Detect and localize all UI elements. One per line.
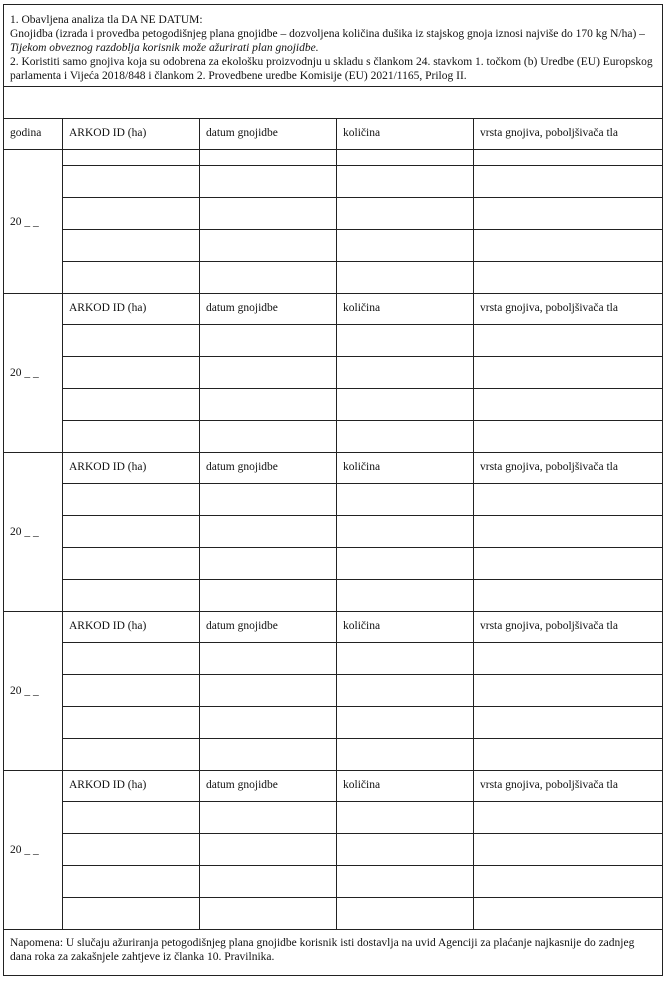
table-row [4,262,663,294]
date-cell[interactable] [200,516,337,548]
organic-fertilizers-line: 2. Koristiti samo gnojiva koja su odobrena za ekološku proizvodnju u skladu s člankom 24. stavkom 1. točkom (b) Uredbe (EU) Europskog parlamenta i Vijeća 2018/848 i člankom 2. Provedbene uredbe Komisije (EU) 2021/1165, Prilog II. [10,56,653,82]
header-arkod: ARKOD ID (ha) [63,453,200,484]
header-fertilizer-type: vrsta gnojiva, poboljšivača tla [474,612,663,643]
quantity-cell[interactable] [337,802,474,834]
header-fertilizer-type: vrsta gnojiva, poboljšivača tla [474,294,663,325]
fertilizer-type-cell[interactable] [474,357,663,389]
arkod-cell[interactable] [63,516,200,548]
year-cell[interactable]: 20 _ _ [4,612,63,771]
quantity-cell[interactable] [337,548,474,580]
date-cell[interactable] [200,739,337,771]
fertilizer-type-cell[interactable] [474,166,663,198]
header-arkod: ARKOD ID (ha) [63,771,200,802]
quantity-cell[interactable] [337,516,474,548]
header-quantity: količina [337,453,474,484]
date-cell[interactable] [200,802,337,834]
table-row [4,866,663,898]
year-cell[interactable]: 20 _ _ [4,150,63,294]
fertilizer-type-cell[interactable] [474,707,663,739]
table-row [4,198,663,230]
fertilizer-type-cell[interactable] [474,484,663,516]
arkod-cell[interactable] [63,866,200,898]
date-cell[interactable] [200,484,337,516]
fertilizer-type-cell[interactable] [474,643,663,675]
date-cell[interactable] [200,834,337,866]
date-cell[interactable] [200,166,337,198]
fertilizer-type-cell[interactable] [474,580,663,612]
date-cell[interactable] [200,580,337,612]
table-row [4,389,663,421]
arkod-cell[interactable] [63,739,200,771]
table-row [4,771,663,802]
header-fertilizer-type: vrsta gnojiva, poboljšivača tla [474,119,663,150]
arkod-cell[interactable] [63,675,200,707]
fertilizer-type-cell[interactable] [474,548,663,580]
header-date: datum gnojidbe [200,453,337,484]
header-quantity: količina [337,771,474,802]
table-row [4,707,663,739]
table-row [4,230,663,262]
quantity-cell[interactable] [337,357,474,389]
quantity-cell[interactable] [337,675,474,707]
fertilizer-type-cell[interactable] [474,802,663,834]
date-cell[interactable] [200,707,337,739]
fertilizer-type-cell[interactable] [474,421,663,453]
date-cell[interactable] [200,325,337,357]
date-cell[interactable] [200,548,337,580]
update-plan-note: Tijekom obveznog razdoblja korisnik može ažurirati plan gnojidbe. [10,42,319,54]
date-cell[interactable] [200,421,337,453]
fertilizer-type-cell[interactable] [474,325,663,357]
date-cell[interactable] [200,262,337,294]
quantity-cell[interactable] [337,150,474,166]
quantity-cell[interactable] [337,262,474,294]
date-cell[interactable] [200,643,337,675]
table-header-row [4,119,663,150]
header-date: datum gnojidbe [200,771,337,802]
year-cell[interactable]: 20 _ _ [4,771,63,930]
fertilizer-type-cell[interactable] [474,230,663,262]
table-row [4,484,663,516]
table-row [4,643,663,675]
table-row [4,294,663,325]
header-quantity: količina [337,294,474,325]
arkod-cell[interactable] [63,548,200,580]
blank-entry-row[interactable] [4,87,663,119]
quantity-cell[interactable] [337,898,474,930]
header-fertilizer-type: vrsta gnojiva, poboljšivača tla [474,771,663,802]
date-cell[interactable] [200,198,337,230]
table-row [4,325,663,357]
quantity-cell[interactable] [337,707,474,739]
arkod-cell[interactable] [63,421,200,453]
quantity-cell[interactable] [337,325,474,357]
fertilizer-type-cell[interactable] [474,262,663,294]
table-row [4,675,663,707]
fertilizer-type-cell[interactable] [474,834,663,866]
table-row [4,802,663,834]
quantity-cell[interactable] [337,580,474,612]
table-row [4,898,663,930]
quantity-cell[interactable] [337,834,474,866]
arkod-cell[interactable] [63,898,200,930]
quantity-cell[interactable] [337,389,474,421]
fertilization-line: Gnojidba (izrada i provedba petogodišnjeg plana gnojidbe – dozvoljena količina dušika iz stajskog gnoja iznosi najviše do 170 kg N/ha) – Tijekom obveznog razdoblja korisnik može ažurirati plan gnojidbe. [10,28,645,54]
quantity-cell[interactable] [337,739,474,771]
arkod-cell[interactable] [63,580,200,612]
fertilizer-type-cell[interactable] [474,675,663,707]
year-cell[interactable]: 20 _ _ [4,294,63,453]
table-row [4,421,663,453]
form-table [3,4,663,976]
arkod-cell[interactable] [63,230,200,262]
fertilizer-type-cell[interactable] [474,516,663,548]
intro-text-cell [4,5,663,87]
arkod-cell[interactable] [63,325,200,357]
quantity-cell[interactable] [337,643,474,675]
header-arkod: ARKOD ID (ha) [63,119,200,150]
quantity-cell[interactable] [337,484,474,516]
header-fertilizer-type: vrsta gnojiva, poboljšivača tla [474,453,663,484]
fertilizer-type-cell[interactable] [474,866,663,898]
arkod-cell[interactable] [63,150,200,166]
fertilizer-type-cell[interactable] [474,389,663,421]
header-date: datum gnojidbe [200,612,337,643]
arkod-cell[interactable] [63,166,200,198]
date-cell[interactable] [200,898,337,930]
header-quantity: količina [337,612,474,643]
header-date: datum gnojidbe [200,294,337,325]
fertilizer-type-cell[interactable] [474,898,663,930]
quantity-cell[interactable] [337,421,474,453]
header-year: godina [4,119,63,150]
table-row [4,166,663,198]
arkod-cell[interactable] [63,484,200,516]
header-date: datum gnojidbe [200,119,337,150]
soil-analysis-line: 1. Obavljena analiza tla DA NE DATUM: [10,14,203,26]
date-cell[interactable] [200,675,337,707]
table-row [4,453,663,484]
date-cell[interactable] [200,230,337,262]
arkod-cell[interactable] [63,707,200,739]
date-cell[interactable] [200,866,337,898]
footnote-cell: Napomena: U slučaju ažuriranja petogodišnjeg plana gnojidbe korisnik isti dostavlja na uvid Agenciji za plaćanje najkasnije do zadnjeg dana roka za zakašnjele zahtjeve iz članka 10. Pravilnika. [4,930,663,976]
table-row [4,548,663,580]
quantity-cell[interactable] [337,198,474,230]
arkod-cell[interactable] [63,198,200,230]
fertilizer-type-cell[interactable] [474,198,663,230]
header-quantity: količina [337,119,474,150]
fertilization-plan-form [3,4,662,976]
header-arkod: ARKOD ID (ha) [63,612,200,643]
arkod-cell[interactable] [63,802,200,834]
table-row [4,357,663,389]
arkod-cell[interactable] [63,389,200,421]
year-cell[interactable]: 20 _ _ [4,453,63,612]
date-cell[interactable] [200,357,337,389]
arkod-cell[interactable] [63,357,200,389]
quantity-cell[interactable] [337,866,474,898]
fertilizer-type-cell[interactable] [474,739,663,771]
table-row [4,739,663,771]
table-row [4,150,663,166]
header-arkod: ARKOD ID (ha) [63,294,200,325]
table-row [4,516,663,548]
table-row [4,580,663,612]
fertilizer-type-cell[interactable] [474,150,663,166]
arkod-cell[interactable] [63,262,200,294]
date-cell[interactable] [200,150,337,166]
table-row [4,834,663,866]
date-cell[interactable] [200,389,337,421]
quantity-cell[interactable] [337,230,474,262]
table-row [4,612,663,643]
quantity-cell[interactable] [337,166,474,198]
arkod-cell[interactable] [63,643,200,675]
arkod-cell[interactable] [63,834,200,866]
